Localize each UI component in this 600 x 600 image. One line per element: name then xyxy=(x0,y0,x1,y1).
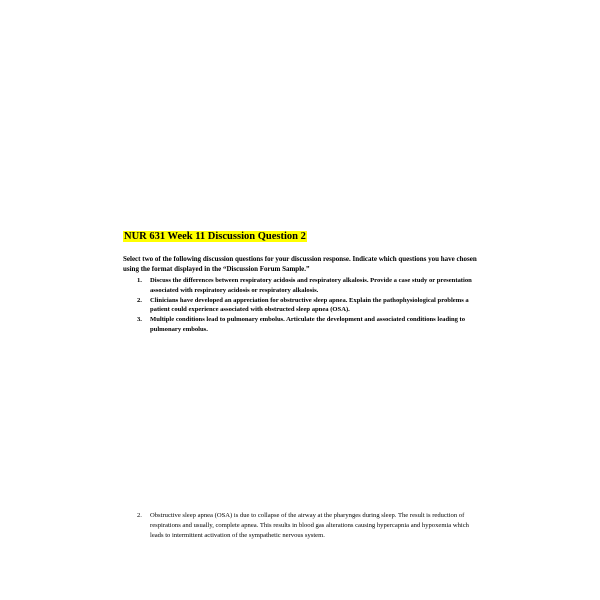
question-text: Discuss the differences between respiratory acidosis and respiratory alkalosis. Provide a case study or presentation associated with respiratory acidosis or respiratory alkalosis. xyxy=(150,277,472,294)
answer-item xyxy=(123,511,483,541)
intro-paragraph: Select two of the following discussion questions for your discussion response. Indicate which questions you have chosen using the format displayed in the “Discussion Forum Sample.” xyxy=(123,255,477,273)
document-title xyxy=(123,230,307,243)
question-text: Clinicians have developed an appreciation for obstructive sleep apnea. Explain the pathophysiological problems a patient could experience associated with obstructed sleep apnea (OSA). xyxy=(150,296,469,313)
list-item xyxy=(123,315,473,334)
question-text: Multiple conditions lead to pulmonary embolus. Articulate the development and associated conditions leading to pulmonary embolus. xyxy=(150,316,466,333)
answer-section xyxy=(123,511,483,541)
list-item xyxy=(123,296,473,315)
title-highlight: NUR 631 Week 11 Discussion Question 2 xyxy=(124,231,306,242)
list-item xyxy=(123,276,473,295)
answer-text: Obstructive sleep apnea (OSA) is due to collapse of the airway at the pharynges during sleep. The result is reduction of respirations and usually, complete apnea. This results in blood gas alterations causing hypercapnia and hypoxemia which leads to intermittent activation of the sympathetic nervous system. xyxy=(150,512,469,539)
question-number: 3. xyxy=(137,316,142,323)
answer-number: 2. xyxy=(137,512,142,519)
question-number: 2. xyxy=(137,296,142,304)
question-number: 1. xyxy=(137,277,142,284)
question-list xyxy=(123,276,473,335)
